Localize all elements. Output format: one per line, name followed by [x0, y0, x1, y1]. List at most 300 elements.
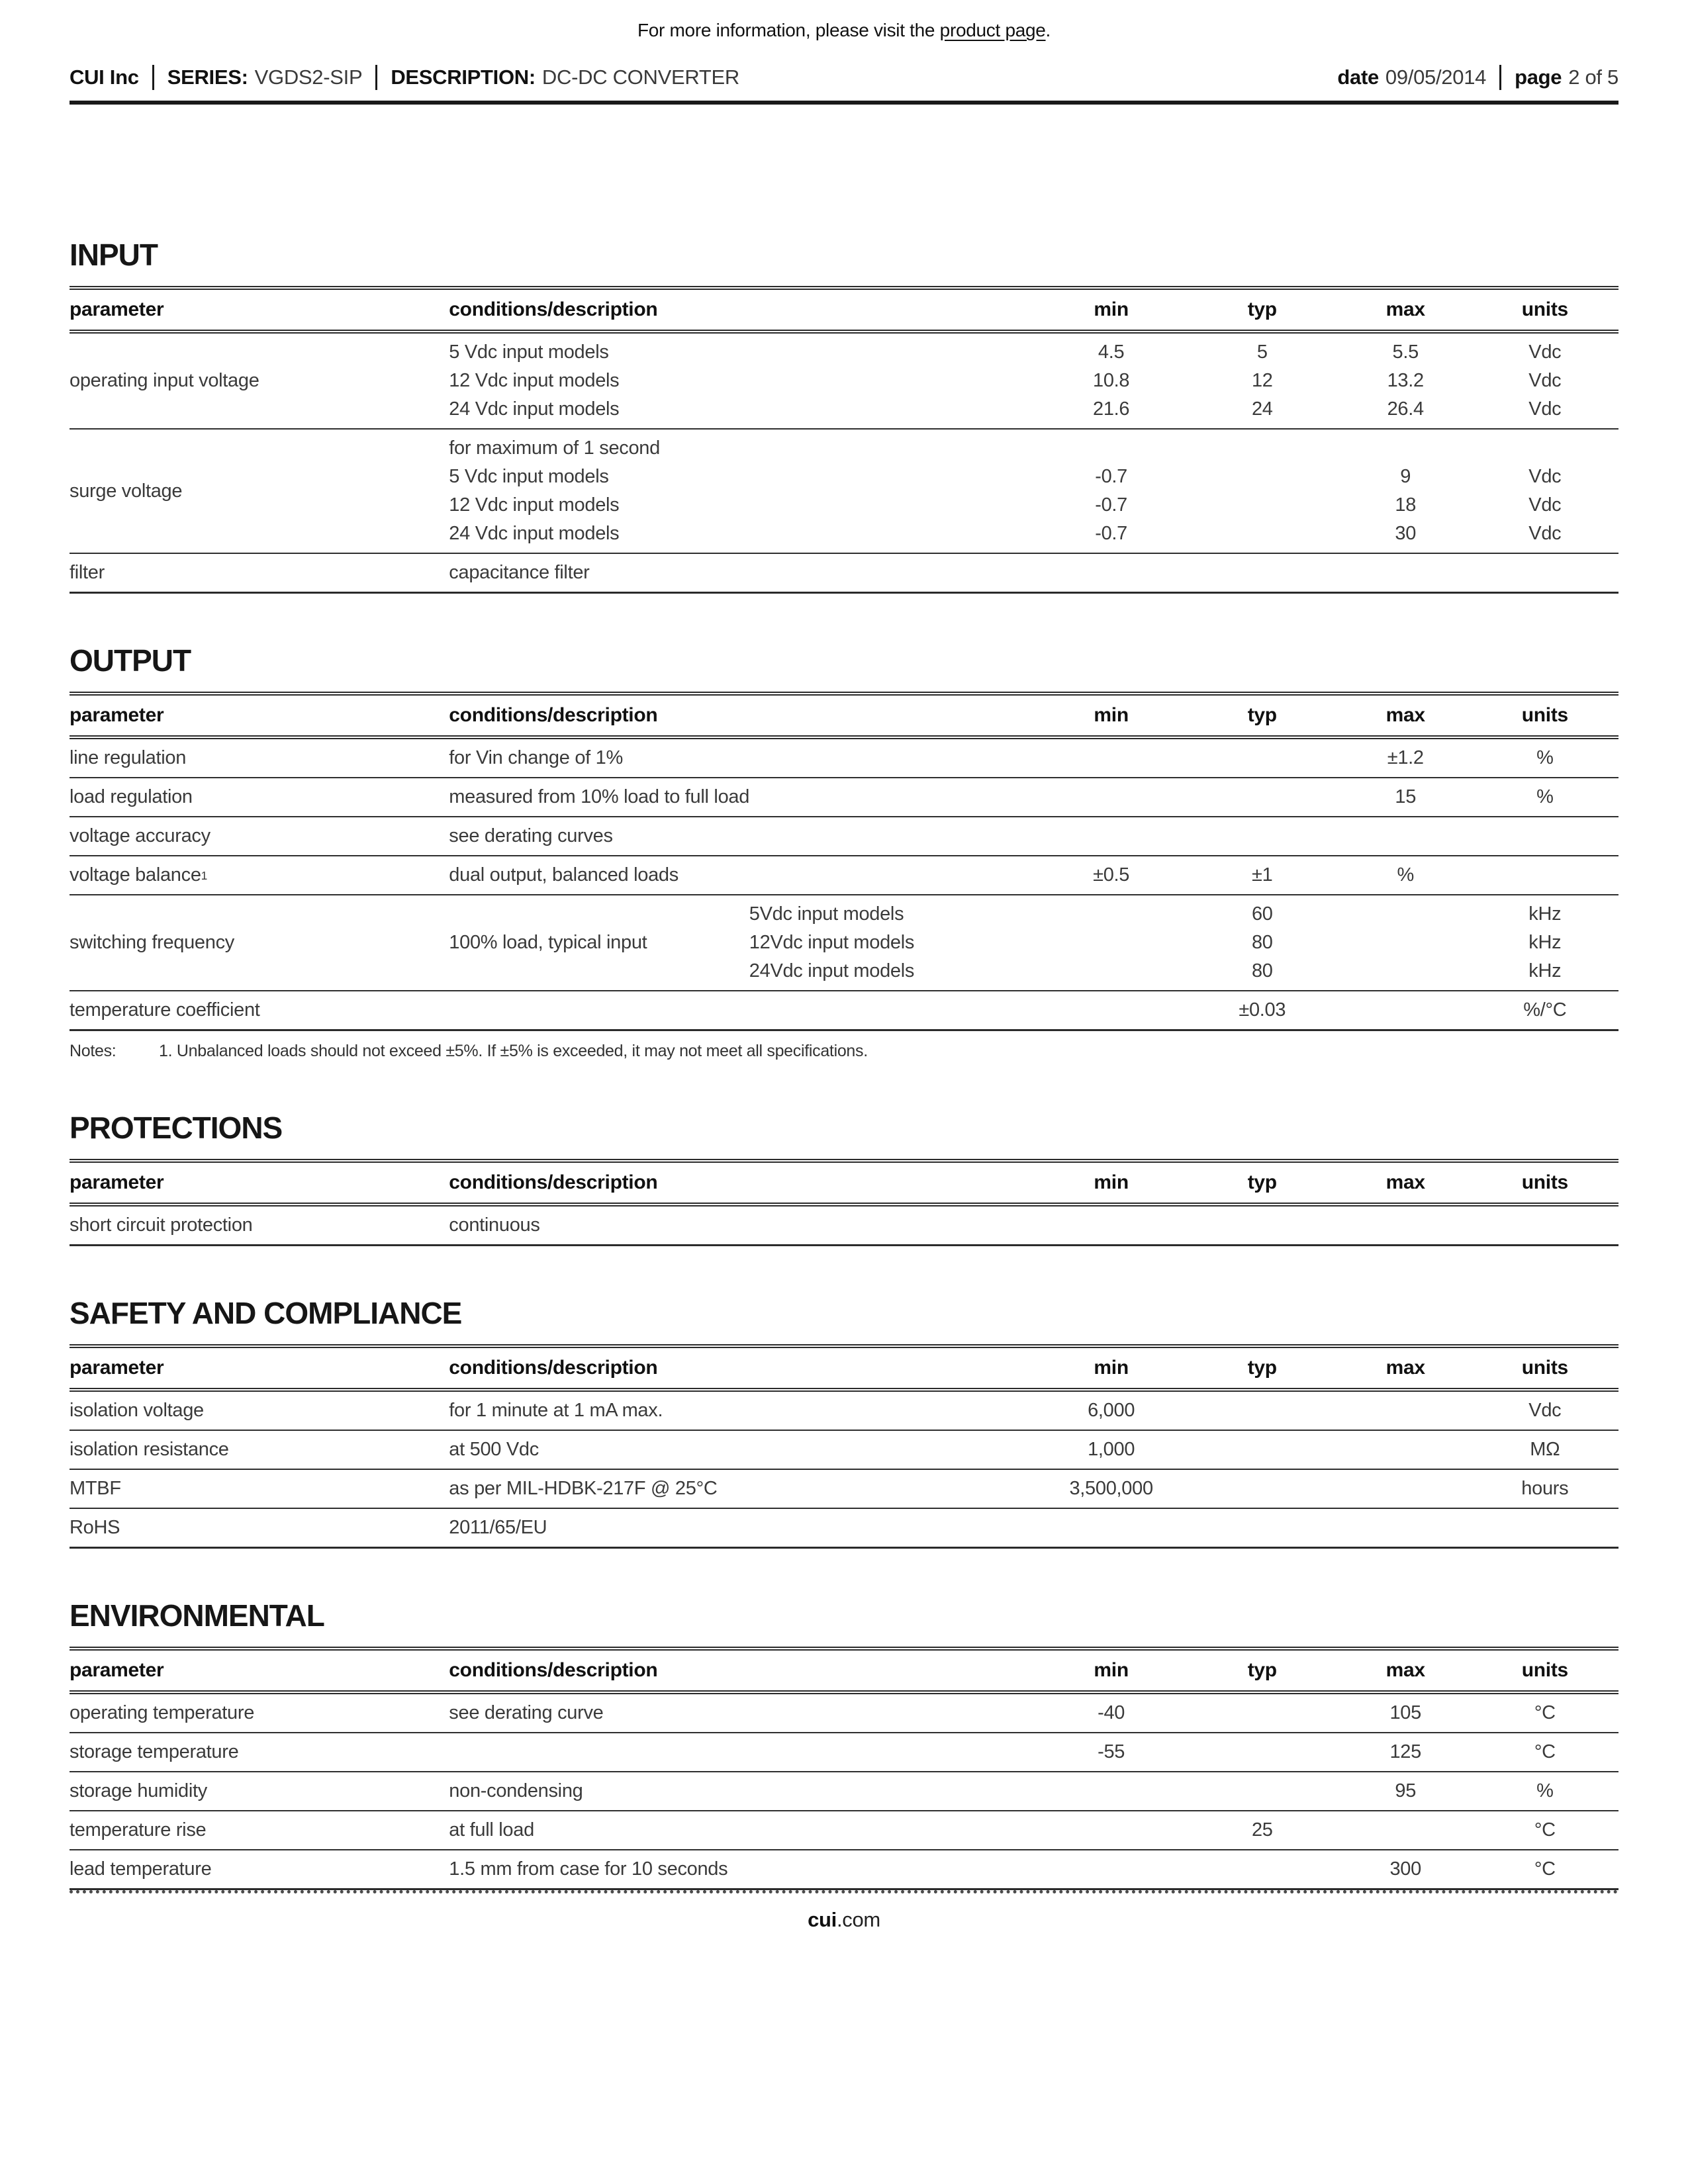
condition-main-text: 100% load, typical input [449, 932, 647, 953]
max-cell [1340, 1475, 1472, 1503]
min-value: -0.7 [1095, 466, 1128, 487]
parameter-cell [70, 744, 449, 772]
parameter-label: surge voltage [70, 480, 183, 502]
units-cell [1472, 1396, 1618, 1425]
section-protections [70, 1110, 1618, 1246]
column-header-units: units [1521, 1171, 1568, 1193]
typ-value: ±0.03 [1239, 999, 1286, 1021]
parameter-label: temperature rise [70, 1819, 207, 1841]
divider [1499, 65, 1501, 90]
condition-line: 24 Vdc input models [449, 398, 620, 420]
units-value: % [1536, 1780, 1554, 1801]
column-header-conditions: conditions/description [449, 298, 658, 320]
table-header-row [70, 696, 1618, 739]
min-value [1037, 1855, 1184, 1884]
units-value: °C [1534, 1819, 1556, 1841]
column-header-parameter: parameter [70, 1659, 164, 1681]
typ-cell [1185, 1777, 1340, 1805]
parameter-label: RoHS [70, 1517, 120, 1538]
column-header-typ: typ [1247, 1357, 1277, 1379]
units-cell [1472, 1777, 1618, 1805]
column-header-min: min [1094, 1357, 1129, 1379]
condition-line: 12Vdc input models [749, 932, 915, 953]
typ-value [1185, 1211, 1340, 1240]
typ-value [1185, 822, 1340, 850]
conditions-cell [449, 1475, 1037, 1503]
column-header-units: units [1521, 1357, 1568, 1379]
conditions-cell [449, 822, 1037, 850]
max-value [1340, 559, 1472, 587]
max-value: 5.5 [1392, 341, 1419, 363]
max-value: 18 [1395, 494, 1417, 516]
table-row [70, 1772, 1618, 1811]
min-cell [1037, 559, 1184, 587]
min-cell [1037, 783, 1184, 811]
typ-value [1185, 1699, 1340, 1727]
sections-host [70, 237, 1618, 1890]
units-value [1472, 1514, 1618, 1542]
units-value [1472, 559, 1618, 587]
table-row [70, 554, 1618, 594]
info-line [70, 0, 1618, 41]
condition-line: 24Vdc input models [749, 960, 915, 981]
units-cell [1472, 744, 1618, 772]
typ-cell [1185, 861, 1340, 889]
units-cell [1472, 1211, 1618, 1240]
spec-table-environmental [70, 1647, 1618, 1890]
units-value: MΩ [1530, 1439, 1560, 1460]
table-row [70, 739, 1618, 778]
typ-value [1185, 744, 1340, 772]
notes-label: Notes: [70, 1042, 117, 1060]
parameter-cell [70, 1816, 449, 1844]
units-cell [1472, 1514, 1618, 1542]
condition-line: 12 Vdc input models [449, 494, 620, 516]
column-header-conditions: conditions/description [449, 704, 658, 726]
typ-value: ±1 [1252, 864, 1273, 886]
max-cell [1340, 1699, 1472, 1727]
units-cell [1472, 559, 1618, 587]
typ-value: 5 [1256, 341, 1268, 363]
typ-cell [1185, 996, 1340, 1024]
column-header-typ: typ [1247, 298, 1277, 320]
parameter-cell [70, 1211, 449, 1240]
max-value: % [1397, 864, 1414, 886]
masthead-right [1337, 65, 1618, 90]
min-value [1037, 900, 1184, 929]
conditions-cell [449, 559, 1037, 587]
parameter-label: lead temperature [70, 1858, 212, 1880]
typ-cell [1185, 1435, 1340, 1464]
condition-line: capacitance filter [449, 562, 590, 583]
series-value: VGDS2-SIP [254, 66, 363, 89]
parameter-cell [70, 338, 449, 424]
section-environmental [70, 1598, 1618, 1890]
max-cell [1340, 338, 1472, 424]
min-value [1037, 744, 1184, 772]
min-value [1037, 1211, 1184, 1240]
typ-cell [1185, 1514, 1340, 1542]
masthead-left [70, 65, 739, 90]
max-cell [1340, 1855, 1472, 1884]
section-title-safety-and-compliance: SAFETY AND COMPLIANCE [70, 1296, 462, 1330]
min-value [1037, 929, 1184, 957]
column-header-units: units [1521, 298, 1568, 320]
min-value [1037, 957, 1184, 985]
page-footer [70, 1890, 1618, 1932]
min-cell [1037, 1699, 1184, 1727]
units-cell [1472, 1475, 1618, 1503]
max-value [1340, 1816, 1472, 1844]
max-value [1340, 900, 1472, 929]
table-row [70, 430, 1618, 554]
typ-value [1185, 1475, 1340, 1503]
max-cell [1340, 1514, 1472, 1542]
conditions-cell [449, 1435, 1037, 1464]
typ-cell [1185, 434, 1340, 548]
page-number: 2 of 5 [1568, 66, 1618, 89]
min-cell [1037, 1435, 1184, 1464]
section-title-output: OUTPUT [70, 643, 191, 678]
min-value: -0.7 [1095, 523, 1128, 544]
section-output [70, 643, 1618, 1061]
typ-value [1185, 491, 1340, 520]
company-website-rest: .com [836, 1908, 880, 1931]
divider [375, 65, 377, 90]
typ-value [1185, 463, 1340, 491]
units-cell [1472, 1738, 1618, 1766]
min-value: 10.8 [1093, 370, 1130, 391]
typ-cell [1185, 1211, 1340, 1240]
parameter-cell: voltage balance 1 [70, 864, 208, 886]
conditions-cell [449, 744, 1037, 772]
max-cell [1340, 783, 1472, 811]
parameter-label: isolation voltage [70, 1400, 204, 1421]
table-row [70, 991, 1618, 1031]
typ-cell [1185, 1816, 1340, 1844]
typ-value [1185, 783, 1340, 811]
min-value: 6,000 [1088, 1400, 1135, 1421]
notes-text [159, 1042, 868, 1061]
typ-value [1185, 434, 1340, 463]
parameter-label: line regulation [70, 747, 187, 768]
max-cell [1340, 434, 1472, 548]
max-value [1340, 822, 1472, 850]
table-row [70, 1206, 1618, 1246]
parameter-cell [70, 559, 449, 587]
spec-table-input [70, 286, 1618, 594]
max-cell [1340, 996, 1472, 1024]
condition-line: 5 Vdc input models [449, 466, 609, 487]
column-header-typ: typ [1247, 1171, 1277, 1193]
max-cell [1340, 1816, 1472, 1844]
max-value [1340, 1475, 1472, 1503]
max-value: 105 [1389, 1702, 1421, 1723]
min-cell [1037, 822, 1184, 850]
typ-cell [1185, 338, 1340, 424]
typ-cell [1185, 1475, 1340, 1503]
typ-value: 60 [1251, 903, 1273, 925]
max-cell [1340, 861, 1472, 889]
parameter-cell [70, 783, 449, 811]
units-value: °C [1534, 1741, 1556, 1762]
parameter-label: storage temperature [70, 1741, 239, 1762]
parameter-cell [70, 1699, 449, 1727]
column-header-max: max [1385, 1357, 1425, 1379]
min-value: -55 [1098, 1741, 1125, 1762]
parameter-label: switching frequency [70, 932, 234, 953]
max-value: 300 [1389, 1858, 1421, 1880]
min-cell [1037, 1738, 1184, 1766]
parameter-cell [70, 1475, 449, 1503]
column-header-min: min [1094, 1659, 1129, 1681]
condition-sub-stack [749, 900, 1038, 985]
min-cell [1037, 1211, 1184, 1240]
description-value: DC-DC CONVERTER [541, 66, 739, 89]
table-row [70, 856, 1618, 895]
units-value: Vdc [1528, 466, 1562, 487]
date-label: date [1337, 66, 1379, 89]
table-row [70, 817, 1618, 856]
spec-table-safety-and-compliance [70, 1344, 1618, 1549]
typ-cell [1185, 783, 1340, 811]
min-value [1037, 783, 1184, 811]
parameter-cell [70, 822, 449, 850]
info-line-prefix: For more information, please visit the [637, 20, 940, 40]
typ-value [1185, 1738, 1340, 1766]
notes-block [70, 1042, 1618, 1061]
section-safety-and-compliance [70, 1295, 1618, 1549]
units-cell [1472, 1435, 1618, 1464]
column-header-min: min [1094, 298, 1129, 320]
column-header-conditions: conditions/description [449, 1171, 658, 1193]
units-value: °C [1534, 1702, 1556, 1723]
typ-value [1185, 520, 1340, 548]
column-header-conditions: conditions/description [449, 1659, 658, 1681]
units-value: Vdc [1528, 341, 1562, 363]
units-cell [1472, 338, 1618, 424]
column-header-parameter: parameter [70, 1357, 164, 1379]
parameter-label: voltage balance [70, 864, 201, 886]
section-title-environmental: ENVIRONMENTAL [70, 1598, 324, 1633]
parameter-cell [70, 900, 449, 985]
typ-cell [1185, 822, 1340, 850]
condition-line: for Vin change of 1% [449, 747, 624, 768]
max-value [1340, 929, 1472, 957]
units-value: Vdc [1528, 1400, 1562, 1421]
max-value [1340, 1211, 1472, 1240]
condition-line [449, 1738, 1037, 1766]
typ-value [1185, 1435, 1340, 1464]
typ-cell [1185, 1855, 1340, 1884]
typ-cell [1185, 1738, 1340, 1766]
units-value: Vdc [1528, 370, 1562, 391]
max-cell [1340, 1396, 1472, 1425]
max-cell [1340, 744, 1472, 772]
column-header-min: min [1094, 704, 1129, 726]
column-header-parameter: parameter [70, 1171, 164, 1193]
section-title-protections: PROTECTIONS [70, 1111, 283, 1145]
column-header-typ: typ [1247, 704, 1277, 726]
units-value: % [1536, 747, 1554, 768]
typ-cell [1185, 900, 1340, 985]
parameter-cell [70, 1396, 449, 1425]
parameter-cell [70, 996, 449, 1024]
typ-value: 80 [1251, 960, 1273, 981]
min-value [1037, 1816, 1184, 1844]
units-value [1472, 861, 1618, 889]
units-cell [1472, 1855, 1618, 1884]
column-header-units: units [1521, 1659, 1568, 1681]
column-header-min: min [1094, 1171, 1129, 1193]
parameter-label: MTBF [70, 1478, 121, 1499]
max-cell [1340, 559, 1472, 587]
min-value [1037, 996, 1184, 1024]
condition-line: measured from 10% load to full load [449, 786, 750, 807]
parameter-cell [70, 434, 449, 548]
min-cell [1037, 1396, 1184, 1425]
parameter-label: temperature coefficient [70, 999, 260, 1021]
table-header-row [70, 1651, 1618, 1694]
typ-value: 25 [1251, 1819, 1273, 1841]
max-value: 15 [1395, 786, 1417, 807]
condition-line: see derating curve [449, 1702, 604, 1723]
table-row [70, 1392, 1618, 1431]
table-row [70, 895, 1618, 991]
typ-cell [1185, 1699, 1340, 1727]
units-cell [1472, 861, 1618, 889]
min-value: -40 [1098, 1702, 1125, 1723]
min-value: 1,000 [1088, 1439, 1135, 1460]
conditions-cell [449, 783, 1037, 811]
units-cell [1472, 822, 1618, 850]
condition-line: for maximum of 1 second [449, 437, 660, 459]
units-cell [1472, 900, 1618, 985]
max-value [1340, 996, 1472, 1024]
description-label: DESCRIPTION: [391, 66, 536, 89]
parameter-cell [70, 1514, 449, 1542]
conditions-cell [449, 1777, 1037, 1805]
max-value [1340, 434, 1472, 463]
typ-value: 12 [1251, 370, 1273, 391]
max-cell [1340, 1211, 1472, 1240]
parameter-label: operating input voltage [70, 370, 259, 391]
units-value: hours [1521, 1478, 1569, 1499]
table-row [70, 1470, 1618, 1509]
max-value: ±1.2 [1387, 747, 1424, 768]
max-value [1340, 1435, 1472, 1464]
parameter-label: load regulation [70, 786, 193, 807]
units-value: % [1536, 786, 1554, 807]
min-value: 3,500,000 [1069, 1478, 1153, 1499]
typ-cell [1185, 559, 1340, 587]
units-value [1472, 822, 1618, 850]
footer-dotted-rule [70, 1890, 1618, 1893]
note-item: 1. Unbalanced loads should not exceed ±5%. If ±5% is exceeded, it may not meet all specifications. [159, 1042, 868, 1060]
product-page-link[interactable]: product page [939, 20, 1046, 40]
series-label: SERIES: [167, 66, 248, 89]
table-row [70, 778, 1618, 817]
parameter-label: storage humidity [70, 1780, 207, 1801]
company-website [70, 1908, 1618, 1932]
table-row [70, 1509, 1618, 1549]
column-header-units: units [1521, 704, 1568, 726]
units-cell [1472, 783, 1618, 811]
min-value: 21.6 [1093, 398, 1130, 420]
masthead [70, 65, 1618, 105]
min-cell [1037, 1855, 1184, 1884]
units-cell [1472, 1816, 1618, 1844]
min-value: 4.5 [1098, 341, 1125, 363]
min-cell [1037, 900, 1184, 985]
typ-cell [1185, 1396, 1340, 1425]
min-cell [1037, 338, 1184, 424]
conditions-cell [449, 1396, 1037, 1425]
spec-table-protections [70, 1159, 1618, 1246]
conditions-cell [449, 434, 1037, 548]
section-input [70, 237, 1618, 594]
table-header-row [70, 290, 1618, 334]
max-value: 95 [1395, 1780, 1417, 1801]
conditions-cell [449, 861, 1037, 889]
conditions-cell [449, 1738, 1037, 1766]
conditions-cell [449, 1514, 1037, 1542]
parameter-label: voltage accuracy [70, 825, 211, 846]
max-value [1340, 1396, 1472, 1425]
min-cell [1037, 1816, 1184, 1844]
parameter-cell [70, 1777, 449, 1805]
min-value: ±0.5 [1093, 864, 1130, 886]
table-row [70, 1694, 1618, 1733]
page-label: page [1515, 66, 1562, 89]
condition-line: at 500 Vdc [449, 1439, 539, 1460]
min-value [1037, 822, 1184, 850]
condition-line [449, 996, 1037, 1024]
units-value [1472, 1211, 1618, 1240]
units-cell [1472, 434, 1618, 548]
column-header-max: max [1385, 704, 1425, 726]
condition-line: continuous [449, 1214, 540, 1236]
table-row [70, 1850, 1618, 1890]
condition-line: 2011/65/EU [449, 1517, 547, 1538]
conditions-cell [449, 1816, 1037, 1844]
conditions-cell [449, 1699, 1037, 1727]
conditions-cell [449, 1211, 1037, 1240]
conditions-cell [449, 1855, 1037, 1884]
parameter-cell [70, 1855, 449, 1884]
typ-cell [1185, 744, 1340, 772]
typ-value [1185, 1855, 1340, 1884]
parameter-label: filter [70, 562, 105, 583]
max-value [1340, 957, 1472, 985]
min-value [1037, 559, 1184, 587]
column-header-conditions: conditions/description [449, 1357, 658, 1379]
units-value: Vdc [1528, 398, 1562, 420]
condition-line: non-condensing [449, 1780, 583, 1801]
table-header-row [70, 1163, 1618, 1206]
conditions-cell [449, 338, 1037, 424]
column-header-parameter: parameter [70, 704, 164, 726]
max-cell [1340, 1738, 1472, 1766]
units-value: kHz [1528, 932, 1562, 953]
min-cell [1037, 434, 1184, 548]
condition-line: 1.5 mm from case for 10 seconds [449, 1858, 728, 1880]
condition-line: 12 Vdc input models [449, 370, 620, 391]
parameter-label: short circuit protection [70, 1214, 253, 1236]
condition-line: for 1 minute at 1 mA max. [449, 1400, 663, 1421]
divider [152, 65, 154, 90]
max-cell [1340, 822, 1472, 850]
